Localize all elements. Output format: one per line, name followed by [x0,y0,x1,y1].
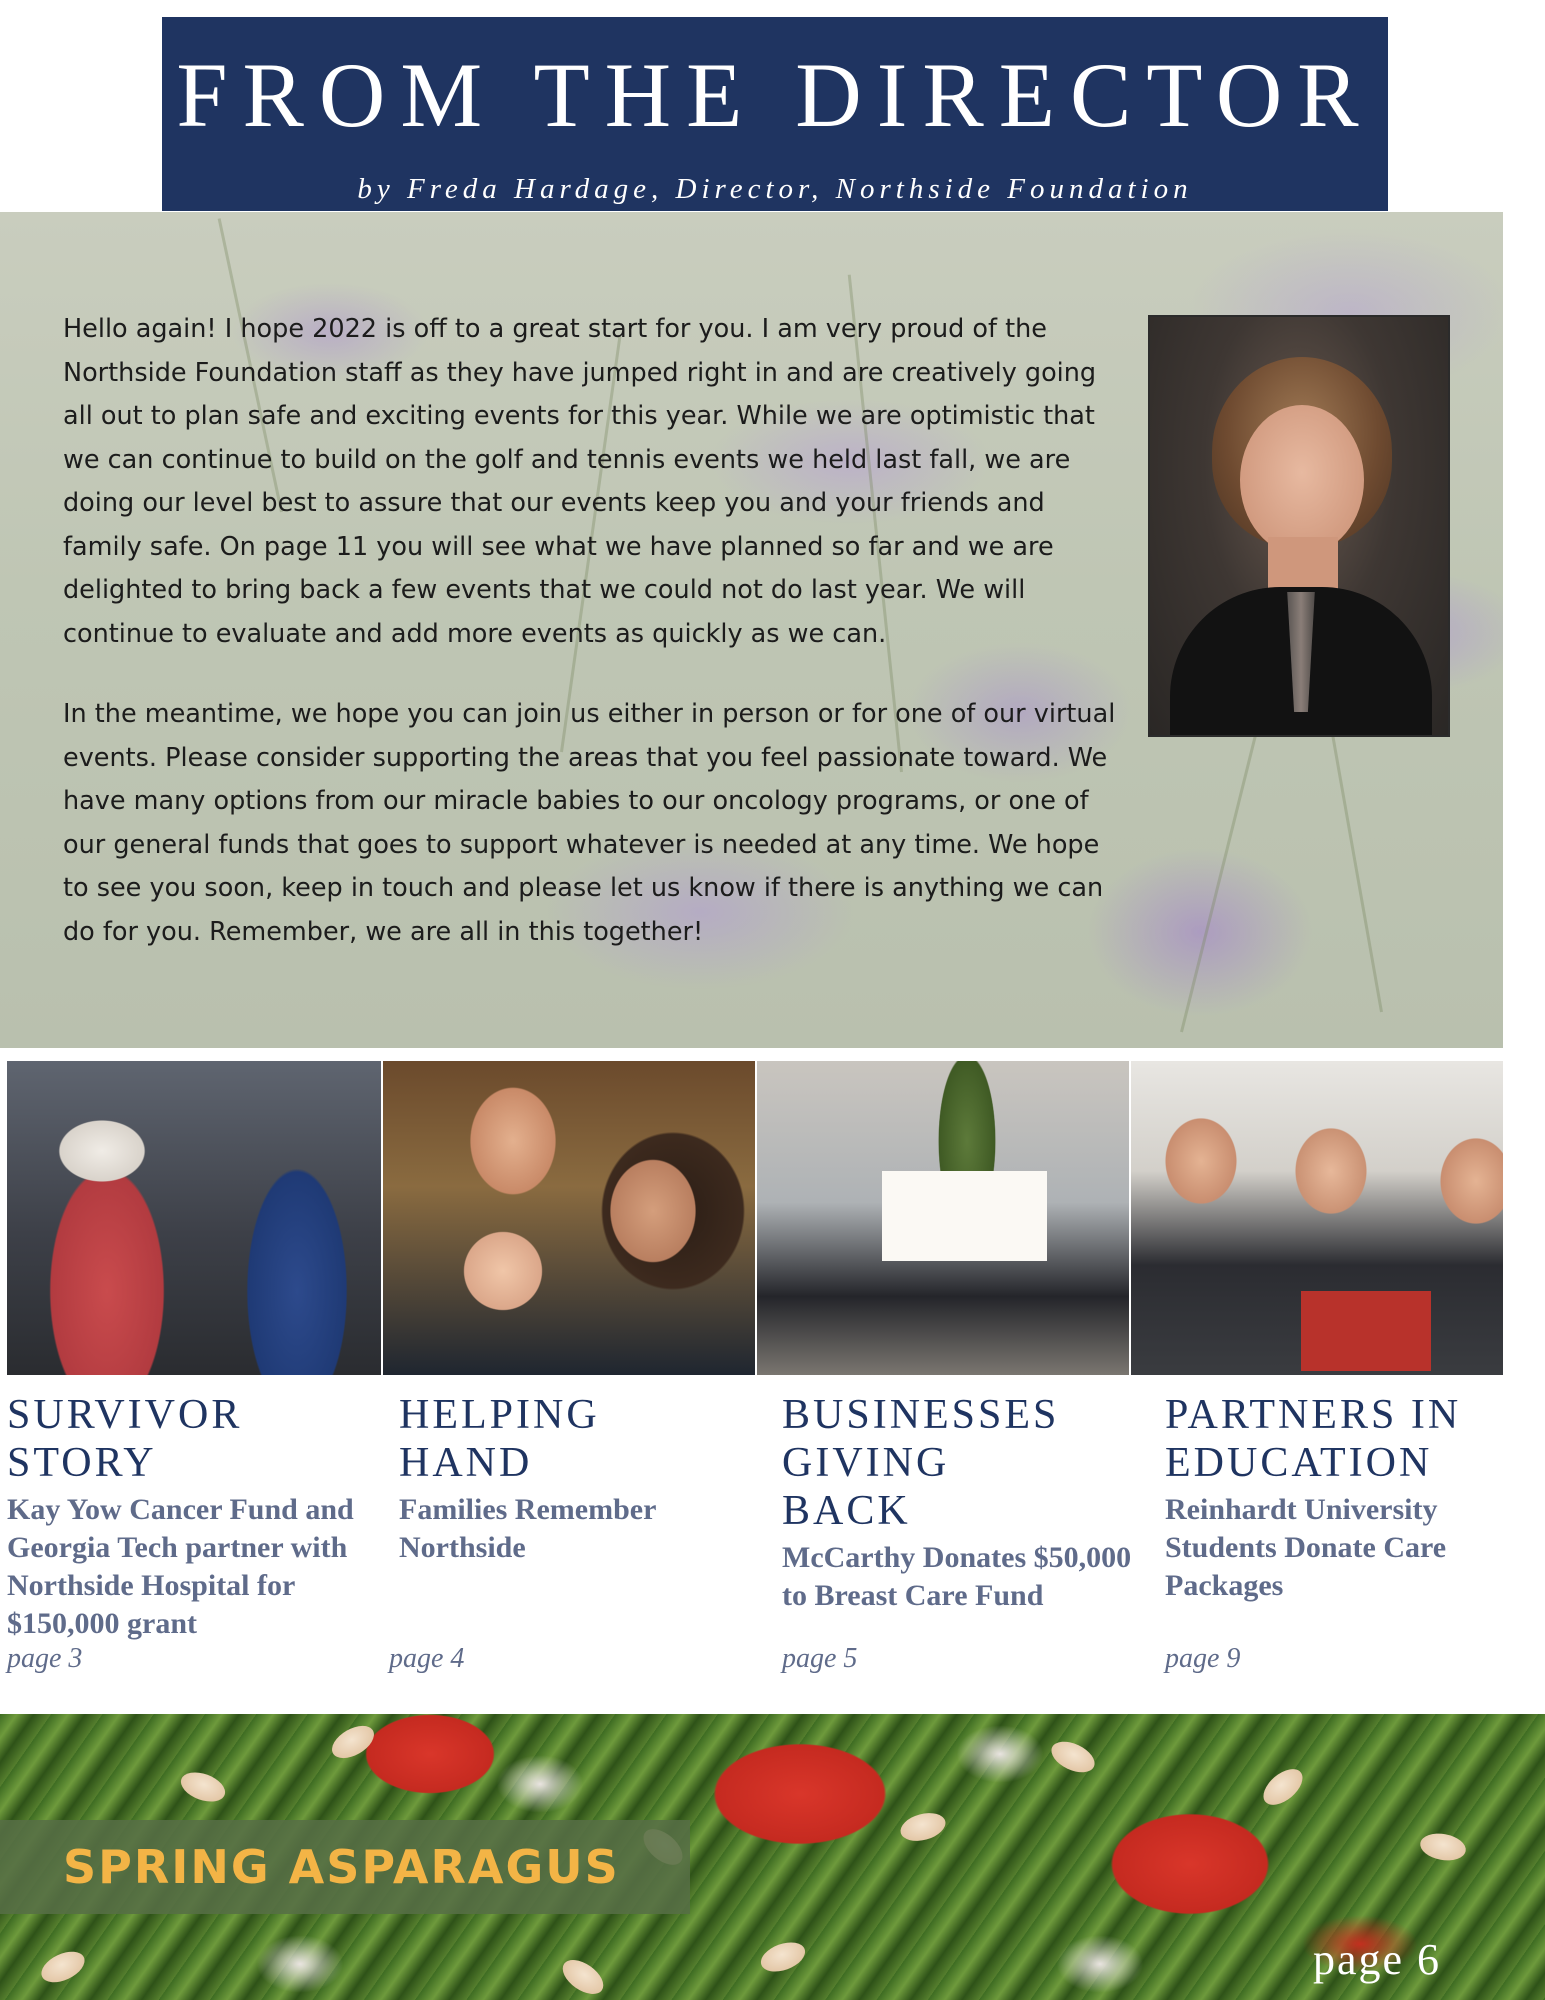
feature-partners-in-education[interactable] [1165,1391,1505,1605]
recipe-label: SPRING ASPARAGUS [63,1840,620,1894]
feature-description: Kay Yow Cancer Fund and Georgia Tech partner with Northside Hospital for $150,000 grant [7,1493,354,1640]
letter-paragraph: In the meantime, we hope you can join us either in person or for one of our virtual events. Please consider supporting the areas that you feel passionate toward. We have many options from our miracle babies to our oncology programs, or one of our general funds that goes to support whatever is needed at any time. We hope to see you soon, keep in touch and please let us know if there is anything we can do for you. Remember, we are all in this together! [63,699,1116,947]
feature-page-link[interactable]: page 9 [1165,1643,1241,1674]
feature-title: SURVIVOR STORY [7,1392,243,1486]
feature-description: McCarthy Donates $50,000 to Breast Care Fund [782,1541,1132,1612]
feature-businesses-giving-back[interactable] [782,1391,1132,1615]
director-letter-section [0,212,1503,1048]
helping-hand-photo [383,1061,755,1375]
letter-paragraph: Hello again! I hope 2022 is off to a great start for you. I am very proud of the Northside Foundation staff as they have jumped right in and are creatively going all out to plan safe and exciting events for this year. While we are optimistic that we can continue to build on the golf and tennis events we held last fall, we are doing our level best to assure that our events keep you and your friends and family safe. On page 11 you will see what we have planned so far and we are delighted to bring back a few events that we could not do last year. We will continue to evaluate and add more events as quickly as we can. [63,314,1097,649]
page-title: FROM THE DIRECTOR [176,44,1374,146]
feature-page-link[interactable]: page 3 [7,1643,83,1674]
letter-body [63,308,1123,991]
businesses-giving-back-photo [757,1061,1129,1375]
byline: by Freda Hardage, Director, Northside Foundation [357,173,1193,205]
feature-helping-hand[interactable] [399,1391,739,1567]
page-number: page 6 [1312,1935,1441,1984]
feature-page-link[interactable]: page 4 [389,1643,465,1674]
header-banner [162,17,1388,211]
feature-title: BUSINESSES GIVING BACK [782,1392,1060,1534]
feature-title: HELPING HAND [399,1392,600,1486]
feature-survivor-story[interactable] [7,1391,372,1643]
feature-page-link[interactable]: page 5 [782,1643,858,1674]
recipe-label-banner [0,1820,690,1914]
director-portrait [1148,315,1450,737]
feature-description: Reinhardt University Students Donate Care Packages [1165,1493,1447,1602]
feature-title: PARTNERS IN EDUCATION [1165,1392,1462,1486]
partners-in-education-photo [1131,1061,1503,1375]
survivor-story-photo [7,1061,381,1375]
feature-description: Families Remember Northside [399,1493,656,1564]
